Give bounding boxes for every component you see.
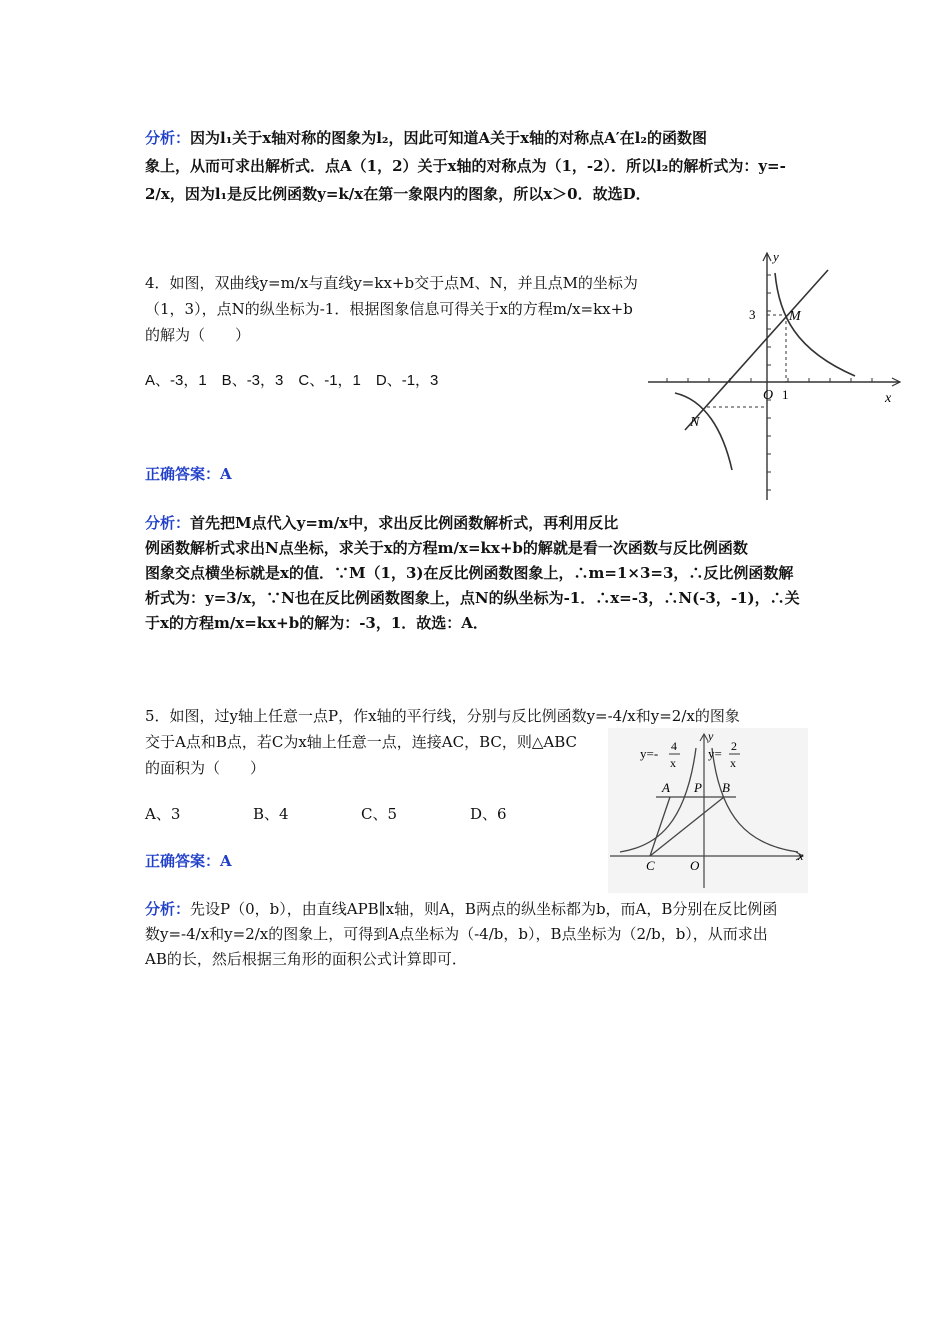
q4-stem-line-2: （1，3），点N的纵坐标为-1．根据图象信息可得关于x的方程m/x=kx+b [145, 300, 633, 318]
origin-label: O [763, 388, 774, 403]
q5-answer [145, 850, 232, 871]
right-fraction-num: 2 [731, 739, 737, 753]
linear-function-line [685, 270, 828, 430]
analysis-label: 分析： [145, 129, 191, 147]
q4-analysis-line-2: 例函数解析式求出N点坐标，求关于x的方程m/x=kx+b的解就是看一次函数与反比例函数 [145, 539, 748, 557]
analysis-line-2: 象上，从而可求出解析式．点A（1，2）关于x轴的对称点为（1，-2）．所以l₂的解析式为：y=- [145, 157, 786, 175]
q5-stem-line-2: 交于A点和B点，若C为x轴上任意一点，连接AC，BC，则△ABC [145, 733, 578, 751]
q5-analysis-line-3: AB的长，然后根据三角形的面积公式计算即可． [145, 950, 467, 968]
answer-label: 正确答案： [145, 465, 221, 483]
q5-option-a: A、3 [145, 805, 181, 823]
q4-stem-line-3: 的解为（ ） [145, 326, 251, 344]
point-p-label: P [694, 780, 702, 795]
x-label: x [885, 391, 892, 406]
right-fraction-den: x [730, 756, 736, 770]
left-function-label: y=- [640, 746, 659, 761]
tick-label-1: 1 [782, 387, 789, 402]
q4-options: A、-3，1 B、-3，3 C、-1，1 D、-1，3 [145, 372, 439, 389]
q5-figure [608, 728, 808, 893]
point-b-label: B [722, 780, 730, 795]
q4-stem-line-1: 4．如图，双曲线y=m/x与直线y=kx+b交于点M、N，并且点M的坐标为 [145, 274, 638, 292]
analysis-line-1: 分析：因为l₁关于x轴对称的图象为l₂，因此可知道A关于x轴的对称点A′在l₂的函数图 [145, 129, 707, 147]
left-fraction-den: x [670, 756, 676, 770]
q5-option-d: D、6 [470, 805, 507, 823]
right-function-label: y= [708, 746, 722, 761]
q4-analysis-line-1: 分析：首先把M点代入y=m/x中，求出反比例函数解析式，再利用反比 [145, 514, 619, 532]
point-m-label: M [789, 309, 801, 324]
q4-analysis-line-5: 于x的方程m/x=kx+b的解为：-3，1．故选：A． [145, 614, 488, 632]
hyperbola-branch-3 [675, 393, 732, 470]
q5-stem-line-1: 5．如图，过y轴上任意一点P，作x轴的平行线，分别与反比例函数y=-4/x和y=2/x的图象 [145, 707, 740, 725]
point-a-label: A [662, 780, 670, 795]
q5-option-b: B、4 [253, 805, 289, 823]
answer-value: A [220, 852, 232, 870]
q5-option-c: C、5 [361, 805, 398, 823]
y-label: y [708, 729, 714, 743]
analysis-label: 分析： [145, 514, 191, 532]
answer-value: A [220, 465, 232, 483]
q4-figure [645, 245, 910, 505]
q4-answer [145, 463, 232, 484]
tick-label-3: 3 [749, 307, 756, 322]
q5-analysis-line-2: 数y=-4/x和y=2/x的图象上，可得到A点坐标为（-4/b，b），B点坐标为（2/b，b），从而求出 [145, 925, 768, 943]
answer-label: 正确答案： [145, 852, 221, 870]
q4-analysis-line-3: 图象交点横坐标就是x的值．∵M（1，3)在反比例函数图象上，∴m=1×3=3，∴反比例函数解 [145, 564, 794, 582]
origin-label: O [690, 858, 700, 873]
analysis-label: 分析： [145, 900, 191, 918]
q5-analysis-line-1: 分析：先设P（0，b），由直线APB∥x轴，则A，B两点的纵坐标都为b，而A，B分别在反比例函 [145, 900, 778, 918]
y-label: y [773, 249, 779, 264]
point-n-label: N [690, 415, 700, 430]
q5-stem-line-3: 的面积为（ ） [145, 759, 266, 777]
x-label: x [798, 849, 804, 863]
analysis-line-3: 2/x，因为l₁是反比例函数y=k/x在第一象限内的图象，所以x＞0．故选D． [145, 185, 651, 203]
point-c-label: C [646, 858, 655, 873]
hyperbola-branch-1 [775, 273, 855, 376]
q4-analysis-line-4: 析式为：y=3/x，∵N也在反比例函数图象上，点N的纵坐标为-1．∴x=-3，∴N(-3，-1)，∴关 [145, 589, 800, 607]
left-fraction-num: 4 [671, 739, 677, 753]
